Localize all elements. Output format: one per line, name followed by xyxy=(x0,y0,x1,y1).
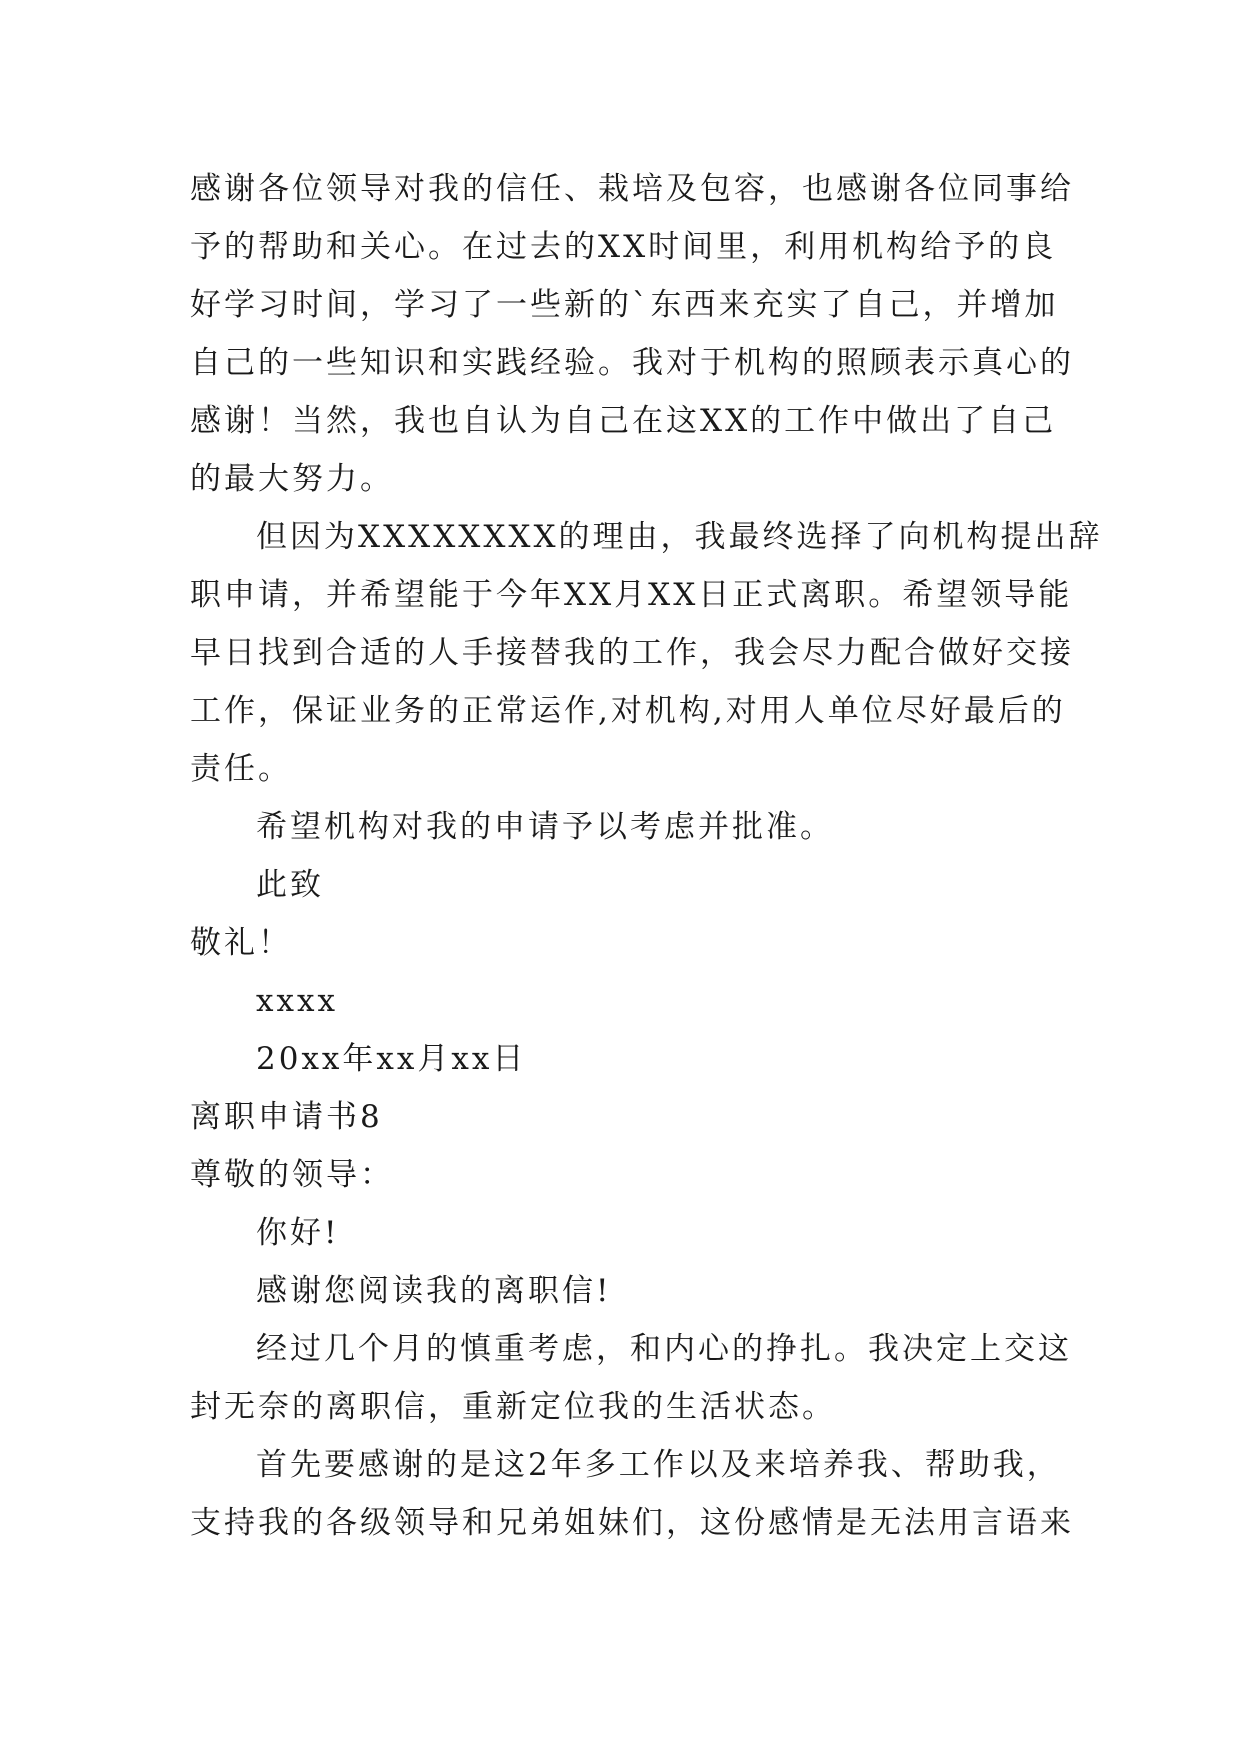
text-line: 首先要感谢的是这2年多工作以及来培养我、帮助我， xyxy=(256,1447,1061,1483)
closing-salutation: 此致 xyxy=(256,867,324,903)
text-line: 责任。 xyxy=(190,751,292,787)
letter-body xyxy=(190,160,1103,1552)
text-line: 希望机构对我的申请予以考虑并批准。 xyxy=(256,809,834,845)
closing-regards: 敬礼！ xyxy=(190,925,292,961)
text-line: 自己的一些知识和实践经验。我对于机构的照顾表示真心的 xyxy=(190,345,1074,381)
text-line: 感谢！当然，我也自认为自己在这XX的工作中做出了自己 xyxy=(190,403,1057,439)
text-line: 的最大努力。 xyxy=(190,461,394,497)
text-line: 感谢您阅读我的离职信! xyxy=(256,1273,612,1309)
text-line: 予的帮助和关心。在过去的XX时间里，利用机构给予的良 xyxy=(190,229,1057,265)
signature-name: xxxx xyxy=(256,983,338,1019)
text-line: 封无奈的离职信，重新定位我的生活状态。 xyxy=(190,1389,836,1425)
text-line: 工作，保证业务的正常运作,对机构,对用人单位尽好最后的 xyxy=(190,693,1066,729)
section-title: 离职申请书8 xyxy=(190,1099,383,1135)
greeting: 尊敬的领导： xyxy=(190,1157,394,1193)
text-line: 职申请，并希望能于今年XX月XX日正式离职。希望领导能 xyxy=(190,577,1073,613)
text-line: 经过几个月的慎重考虑，和内心的挣扎。我决定上交这 xyxy=(256,1331,1072,1367)
signature-date: 20xx年xx月xx日 xyxy=(256,1041,527,1077)
text-line: 支持我的各级领导和兄弟姐妹们，这份感情是无法用言语来 xyxy=(190,1505,1074,1541)
text-line: 感谢各位领导对我的信任、栽培及包容，也感谢各位同事给 xyxy=(190,171,1074,207)
text-line: 早日找到合适的人手接替我的工作，我会尽力配合做好交接 xyxy=(190,635,1074,671)
text-line: 你好! xyxy=(256,1215,340,1251)
text-line: 但因为XXXXXXXX的理由，我最终选择了向机构提出辞 xyxy=(256,519,1103,555)
text-line: 好学习时间，学习了一些新的`东西来充实了自己，并增加 xyxy=(190,287,1059,323)
